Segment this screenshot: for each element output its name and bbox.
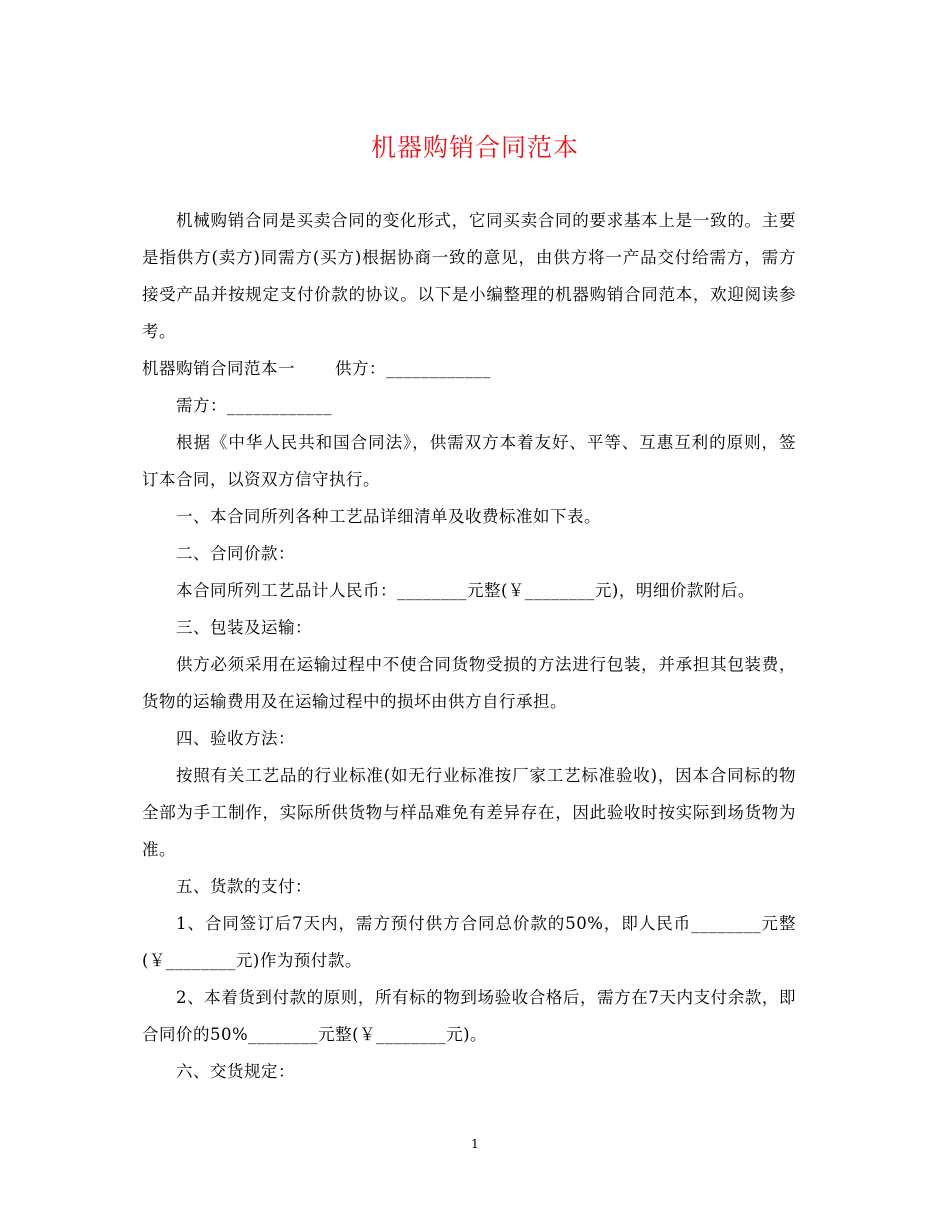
section-3-paragraph: 供方必须采用在运输过程中不使合同货物受损的方法进行包装，并承担其包装费，货物的运输费用及在运输过程中的损坏由供方自行承担。 xyxy=(142,655,796,711)
contract-heading-line xyxy=(142,350,796,387)
supplier-field: 供方：____________ xyxy=(335,359,491,378)
preamble-paragraph: 根据《中华人民共和国合同法》，供需双方本着友好、平等、互惠互利的原则，签订本合同，以资双方信守执行。 xyxy=(142,433,796,489)
section-5-item-2: 2、本着货到付款的原则，所有标的物到场验收合格后，需方在7天内支付余款，即合同价的50%________元整(￥________元)。 xyxy=(142,988,796,1044)
section-2-heading: 二、合同价款： xyxy=(176,544,295,563)
document-title: 机器购销合同范本 xyxy=(370,133,579,162)
section-2-paragraph: 本合同所列工艺品计人民币：________元整(￥________元)，明细价款附后。 xyxy=(176,581,755,600)
page-number: 1 xyxy=(471,1137,479,1151)
section-3-heading: 三、包装及运输： xyxy=(176,618,312,637)
contract-heading-label: 机器购销合同范本一 xyxy=(142,359,295,378)
section-5-heading: 五、货款的支付： xyxy=(176,877,312,896)
intro-paragraph: 机械购销合同是买卖合同的变化形式，它同买卖合同的要求基本上是一致的。主要是指供方(卖方)同需方(买方)根据协商一致的意见，由供方将一产品交付给需方，需方接受产品并按规定支付价款的协议。以下是小编整理的机器购销合同范本，欢迎阅读参考。 xyxy=(142,211,796,341)
section-4-paragraph: 按照有关工艺品的行业标准(如无行业标准按厂家工艺标准验收)，因本合同标的物全部为手工制作，实际所供货物与样品难免有差异存在，因此验收时按实际到场货物为准。 xyxy=(142,766,796,859)
buyer-field: 需方：____________ xyxy=(176,396,332,415)
section-4-heading: 四、验收方法： xyxy=(176,729,295,748)
document-body xyxy=(142,202,796,1090)
section-1-heading: 一、本合同所列各种工艺品详细清单及收费标准如下表。 xyxy=(176,507,601,526)
section-6-heading: 六、交货规定： xyxy=(176,1062,295,1081)
section-5-item-1: 1、合同签订后7天内，需方预付供方合同总价款的50%，即人民币________元整(￥________元)作为预付款。 xyxy=(142,914,796,970)
